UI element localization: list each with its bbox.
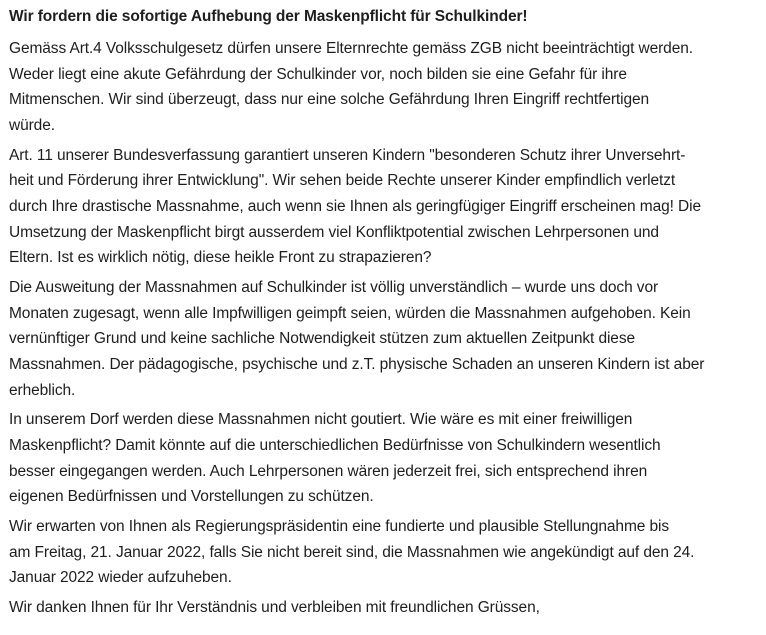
text-line: Gemäss Art.4 Volksschulgesetz dürfen unsere Elternrechte gemäss ZGB nicht beeinträchtigt werden. [9,40,693,57]
text-line: Wir danken Ihnen für Ihr Verständnis und verbleiben mit freundlichen Grüssen, [9,599,540,617]
paragraph [9,36,758,138]
text-line: Die Ausweitung der Massnahmen auf Schulkinder ist völlig unverständlich – wurde uns doch vor [9,279,659,297]
paragraph [9,407,758,509]
paragraph [9,595,758,621]
text-line: durch Ihre drastische Massnahme, auch wenn sie Ihnen als geringfügiger Eingriff erscheinen mag! Die [9,197,702,215]
text-line: Wir erwarten von Ihnen als Regierungspräsidentin eine fundierte und plausible Stellungnahme bis [9,518,669,536]
text-line: Januar 2022 wieder aufzuheben. [9,569,232,587]
text-line: vernünftiger Grund und keine sachliche Notwendigkeit stützen zum aktuellen Zeitpunkt diese [9,330,636,348]
text-line: Monaten zugesagt, wenn alle Impfwilligen geimpft seien, würden die Massnahmen aufgehoben. Kein [9,304,691,322]
text-line: besser eingegangen werden. Auch Lehrpersonen wären jederzeit frei, sich entsprechend ihren [9,462,648,480]
text-line: Art. 11 unserer Bundesverfassung garantiert unseren Kindern "besonderen Schutz ihrer Unversehrt- [9,146,686,164]
text-line: Weder liegt eine akute Gefährdung der Schulkinder vor, noch bilden sie eine Gefahr für ihre [9,65,627,83]
text-line: Umsetzung der Maskenpflicht birgt ausserdem viel Konfliktpotential zwischen Lehrpersonen und [9,223,659,241]
text-line: Mitmenschen. Wir sind überzeugt, dass nur eine solche Gefährdung Ihren Eingriff rechtfertigen [9,91,650,109]
document-title: Wir fordern die sofortige Aufhebung der Maskenpflicht für Schulkinder! [9,8,528,25]
text-line: Eltern. Ist es wirklich nötig, diese heikle Front zu strapazieren? [9,249,432,267]
text-line: Massnahmen. Der pädagogische, psychische und z.T. physische Schaden an unseren Kindern ist aber [9,355,705,373]
text-line: Maskenpflicht? Damit könnte auf die unterschiedlichen Bedürfnisse von Schulkindern wesentlich [9,437,661,455]
text-line: würde. [9,116,55,134]
paragraph [9,275,758,403]
paragraph [9,143,758,271]
text-line: heit und Förderung ihrer Entwicklung". Wir sehen beide Rechte unserer Kinder empfindlich verletzt [9,172,676,190]
text-line: eigenen Bedürfnissen und Vorstellungen zu schützen. [9,488,374,506]
document-body [9,36,758,621]
paragraph [9,514,758,591]
text-line: erheblich. [9,381,76,399]
text-line: am Freitag, 21. Januar 2022, falls Sie nicht bereit sind, die Massnahmen wie angekündigt auf den 24. [9,543,695,561]
text-line: In unserem Dorf werden diese Massnahmen nicht goutiert. Wie wäre es mit einer freiwilligen [9,411,633,429]
